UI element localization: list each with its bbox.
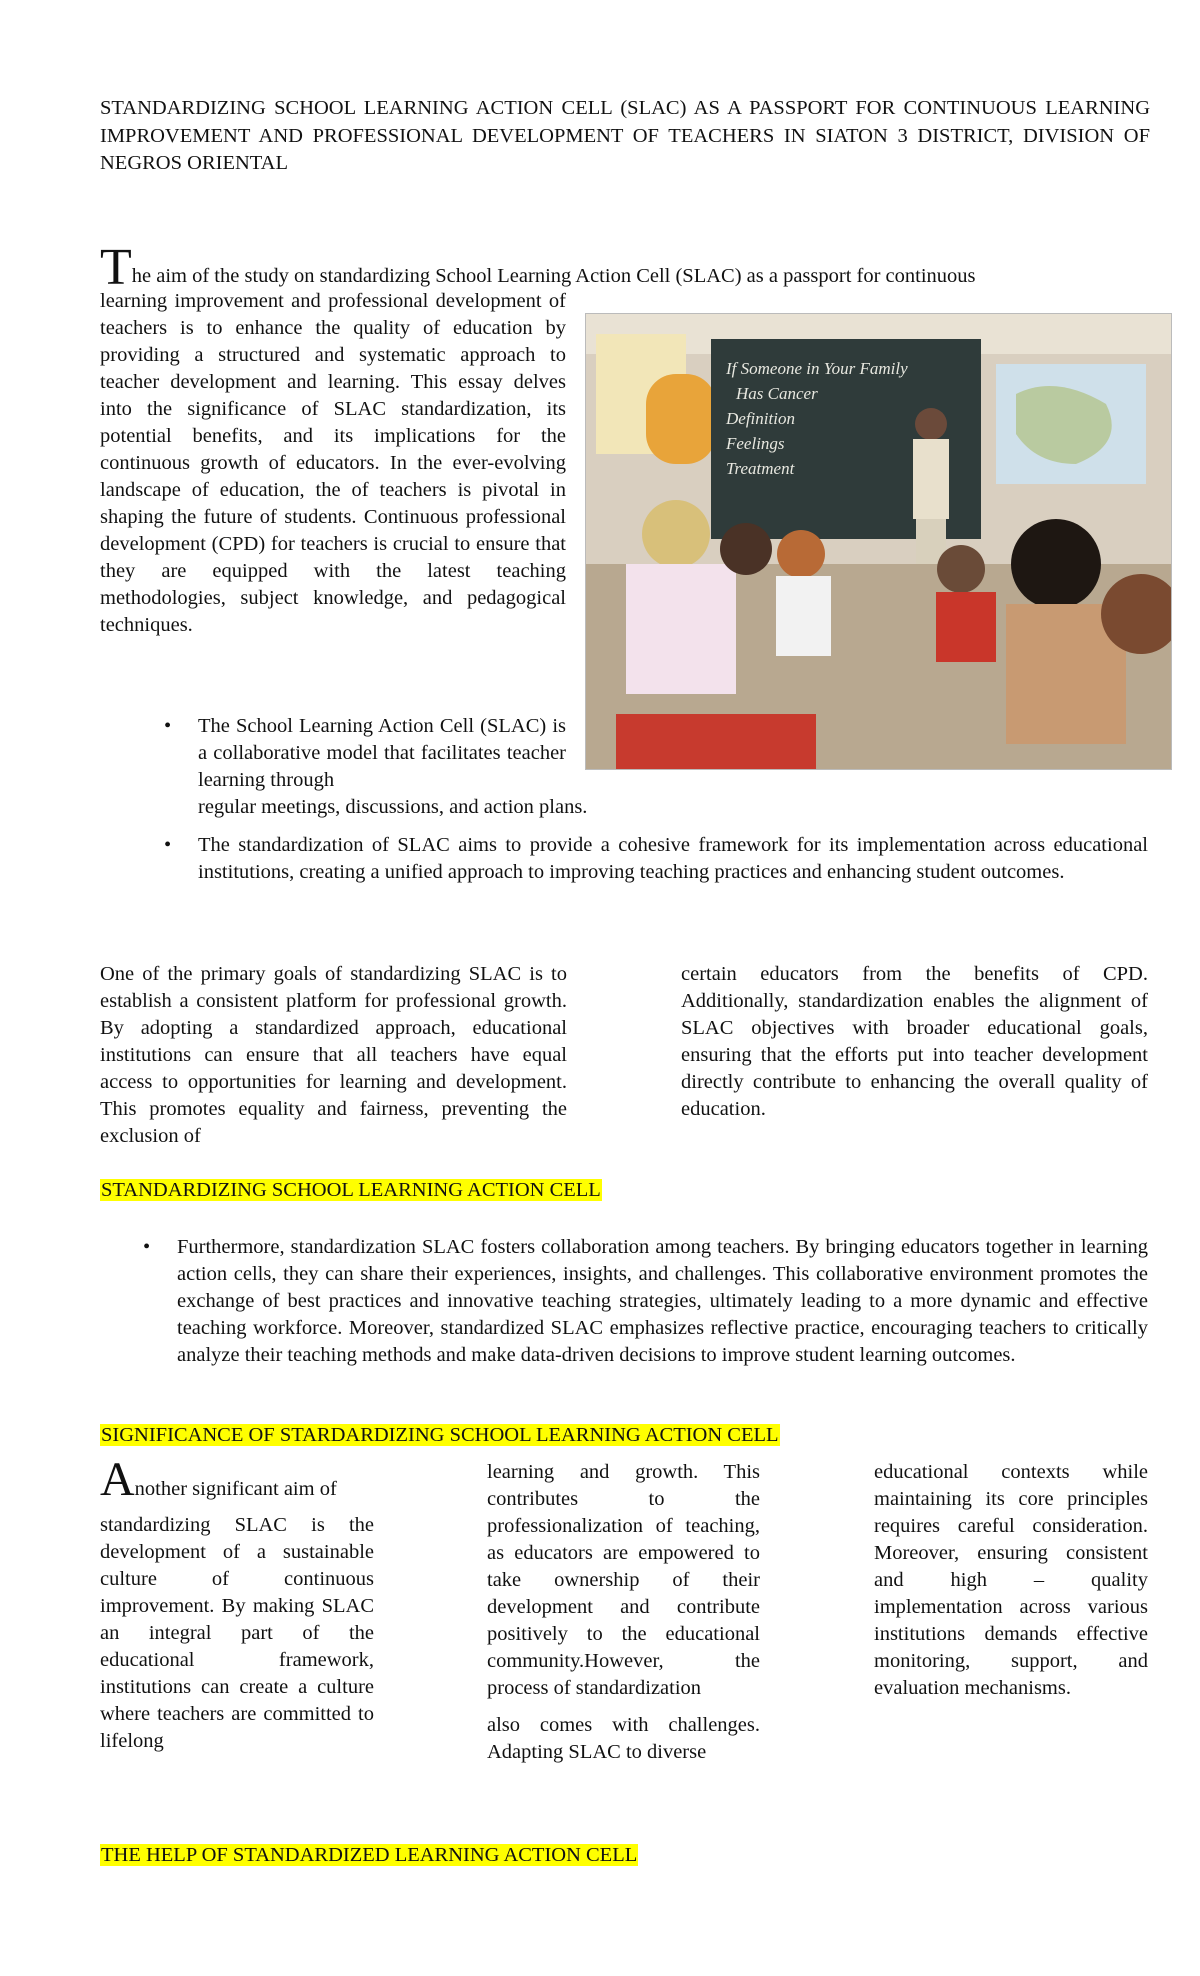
goals-column-1: One of the primary goals of standardizing SLAC is to establish a consistent platform for professional growth. By adopting a standardized approach, educational institutions can ensure that all teachers have equal access to opportunities for learning and development. This promotes equality and fairness, preventing the exclusion of xyxy=(100,963,567,1147)
svg-text:Feelings: Feelings xyxy=(726,434,785,453)
list-item xyxy=(164,713,588,821)
bullet-icon: • xyxy=(143,1236,151,1258)
drop-cap: T xyxy=(100,239,132,296)
bullet-icon: • xyxy=(164,715,172,737)
svg-text:Definition: Definition xyxy=(726,409,795,428)
svg-text:Treatment: Treatment xyxy=(726,459,795,478)
column-text: standardizing SLAC is the development of a sustainable culture of continuous improvement. By making SLAC an integral part of the educational framework, institutions can create a culture where teachers are committed to lifelong xyxy=(100,1514,374,1752)
list-item xyxy=(164,832,1148,886)
column-text: learning and growth. This contributes to the professionalization of teaching, as educators are empowered to take ownership of their development and contribute positively to the educational community.However, the process of standardization xyxy=(487,1461,760,1699)
intro-paragraph: learning improvement and professional development of teachers is to enhance the quality of education by providing a structured and systematic approach to teacher development and learning. This essay delves into the significance of SLAC standardization, its potential benefits, and its implications for the continuous growth of educators. In the ever-evolving landscape of education, the of teachers is pivotal in shaping the future of students. Continuous professional development (CPD) for teachers is crucial to ensure that they are equipped with the latest teaching methodologies, subject knowledge, and pedagogical techniques. xyxy=(100,290,566,636)
teacher-figure xyxy=(913,408,949,564)
intro-first-line xyxy=(100,239,1148,296)
intro-first-line-text: he aim of the study on standardizing School Learning Action Cell (SLAC) as a passport for continuous xyxy=(131,265,976,287)
significance-column-2 xyxy=(487,1459,760,1766)
classroom-photo xyxy=(585,313,1172,770)
classroom-photo-icon xyxy=(586,314,1171,769)
goals-column-2: certain educators from the benefits of CPD. Additionally, standardization enables the alignment of SLAC objectives with broader educational goals, ensuring that the efforts put into teacher development directly contribute to enhancing the overall quality of education. xyxy=(681,963,1148,1120)
significance-column-1 xyxy=(100,1453,374,1755)
bullet-list-3 xyxy=(143,1234,1148,1369)
section-heading xyxy=(100,1422,780,1449)
drop-cap: A xyxy=(100,1453,135,1506)
bullet-text-last: regular meetings, discussions, and action plans. xyxy=(198,796,588,818)
bullet-text: The standardization of SLAC aims to provide a cohesive framework for its implementation across educational institutions, creating a unified approach to improving teaching practices and enhancing student outcomes. xyxy=(198,834,1148,883)
bullet-list-1 xyxy=(164,713,588,821)
heading-text: THE HELP OF STANDARDIZED LEARNING ACTION CELL xyxy=(101,1844,638,1866)
bullet-text: Furthermore, standardization SLAC fosters collaboration among teachers. By bringing educators together in learning action cells, they can share their experiences, insights, and challenges. This collaborative environment promotes the exchange of best practices and innovative teaching strategies, ultimately leading to a more dynamic and effective teaching workforce. Moreover, standardized SLAC emphasizes reflective practice, encouraging teachers to critically analyze their teaching methods and make data-driven decisions to improve student learning outcomes. xyxy=(177,1236,1148,1366)
section-heading xyxy=(100,1177,602,1204)
bullet-text: The School Learning Action Cell (SLAC) is a collaborative model that facilitates teacher learning through xyxy=(198,715,566,791)
heading-text: SIGNIFICANCE OF STARDARDIZING SCHOOL LEARNING ACTION CELL xyxy=(101,1424,779,1446)
section-heading xyxy=(100,1842,638,1869)
svg-text:Has Cancer: Has Cancer xyxy=(736,384,818,403)
list-item xyxy=(143,1234,1148,1369)
heading-text: STANDARDIZING SCHOOL LEARNING ACTION CELL xyxy=(101,1179,601,1201)
column-text: also comes with challenges. Adapting SLAC to diverse xyxy=(487,1714,760,1763)
first-line: nother significant aim of xyxy=(134,1478,337,1500)
document-title: STANDARDIZING SCHOOL LEARNING ACTION CELL (SLAC) AS A PASSPORT FOR CONTINUOUS LEARNING IMPROVEMENT AND PROFESSIONAL DEVELOPMENT OF TEACHERS IN SIATON 3 DISTRICT, DIVISION OF NEGROS ORIENTAL xyxy=(100,97,1150,174)
svg-text:If Someone in Your Family: If Someone in Your Family xyxy=(726,359,908,378)
bullet-list-2 xyxy=(164,832,1148,886)
significance-column-3: educational contexts while maintaining its core principles requires careful consideration. Moreover, ensuring consistent and high – quality implementation across various institutions demands effective monitoring, support, and evaluation mechanisms. xyxy=(874,1461,1148,1699)
bullet-icon: • xyxy=(164,834,172,856)
